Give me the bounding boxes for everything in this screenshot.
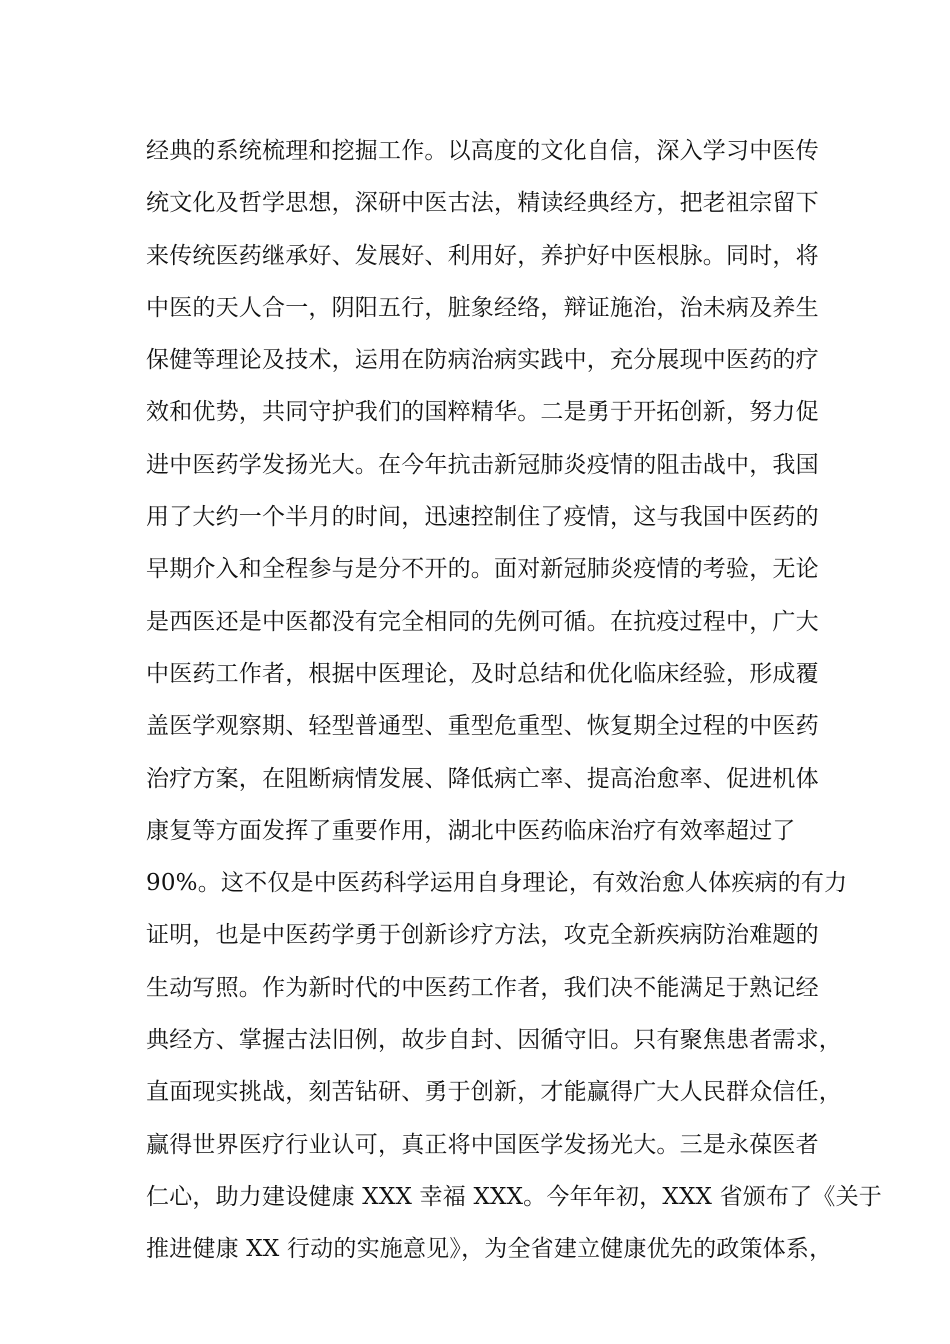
text-line: 康复等方面发挥了重要作用，湖北中医药临床治疗有效率超过了 [146, 817, 796, 844]
text-line: 直面现实挑战，刻苦钻研、勇于创新，才能赢得广大人民群众信任， [146, 1079, 842, 1106]
text-line: 仁心，助力建设健康 XXX 幸福 XXX。今年年初，XXX 省颁布了《关于 [146, 1183, 883, 1210]
text-line: 用了大约一个半月的时间，迅速控制住了疫情，这与我国中医药的 [146, 504, 819, 531]
text-line: 经典的系统梳理和挖掘工作。以高度的文化自信，深入学习中医传 [146, 138, 819, 164]
text-line: 中医药工作者，根据中医理论，及时总结和优化临床经验，形成覆 [146, 660, 819, 687]
text-line: 盖医学观察期、轻型普通型、重型危重型、恢复期全过程的中医药 [146, 713, 819, 740]
text-line: 90%。这不仅是中医药科学运用自身理论，有效治愈人体疾病的有力 [146, 870, 848, 897]
text-line: 早期介入和全程参与是分不开的。面对新冠肺炎疫情的考验，无论 [146, 556, 819, 583]
text-line: 典经方、掌握古法旧例，故步自封、因循守旧。只有聚焦患者需求， [146, 1027, 842, 1054]
text-line: 是西医还是中医都没有完全相同的先例可循。在抗疫过程中，广大 [146, 608, 819, 635]
text-line: 中医的天人合一，阴阳五行，脏象经络，辩证施治，治未病及养生 [146, 294, 819, 321]
text-line: 生动写照。作为新时代的中医药工作者，我们决不能满足于熟记经 [146, 974, 819, 1001]
text-line: 统文化及哲学思想，深研中医古法，精读经典经方，把老祖宗留下 [146, 190, 819, 217]
body-text [146, 131, 883, 1282]
text-line: 进中医药学发扬光大。在今年抗击新冠肺炎疫情的阻击战中，我国 [146, 451, 819, 478]
text-line: 赢得世界医疗行业认可，真正将中国医学发扬光大。三是永葆医者 [146, 1131, 819, 1158]
text-line: 证明，也是中医药学勇于创新诊疗方法，攻克全新疾病防治难题的 [146, 922, 819, 949]
text-line: 推进健康 XX 行动的实施意见》，为全省建立健康优先的政策体系， [146, 1236, 833, 1263]
text-line: 来传统医药继承好、发展好、利用好，养护好中医根脉。同时，将 [146, 242, 819, 269]
text-line: 治疗方案，在阻断病情发展、降低病亡率、提高治愈率、促进机体 [146, 765, 819, 792]
text-line: 效和优势，共同守护我们的国粹精华。二是勇于开拓创新，努力促 [146, 399, 819, 426]
text-line: 保健等理论及技术，运用在防病治病实践中，充分展现中医药的疗 [146, 347, 819, 374]
